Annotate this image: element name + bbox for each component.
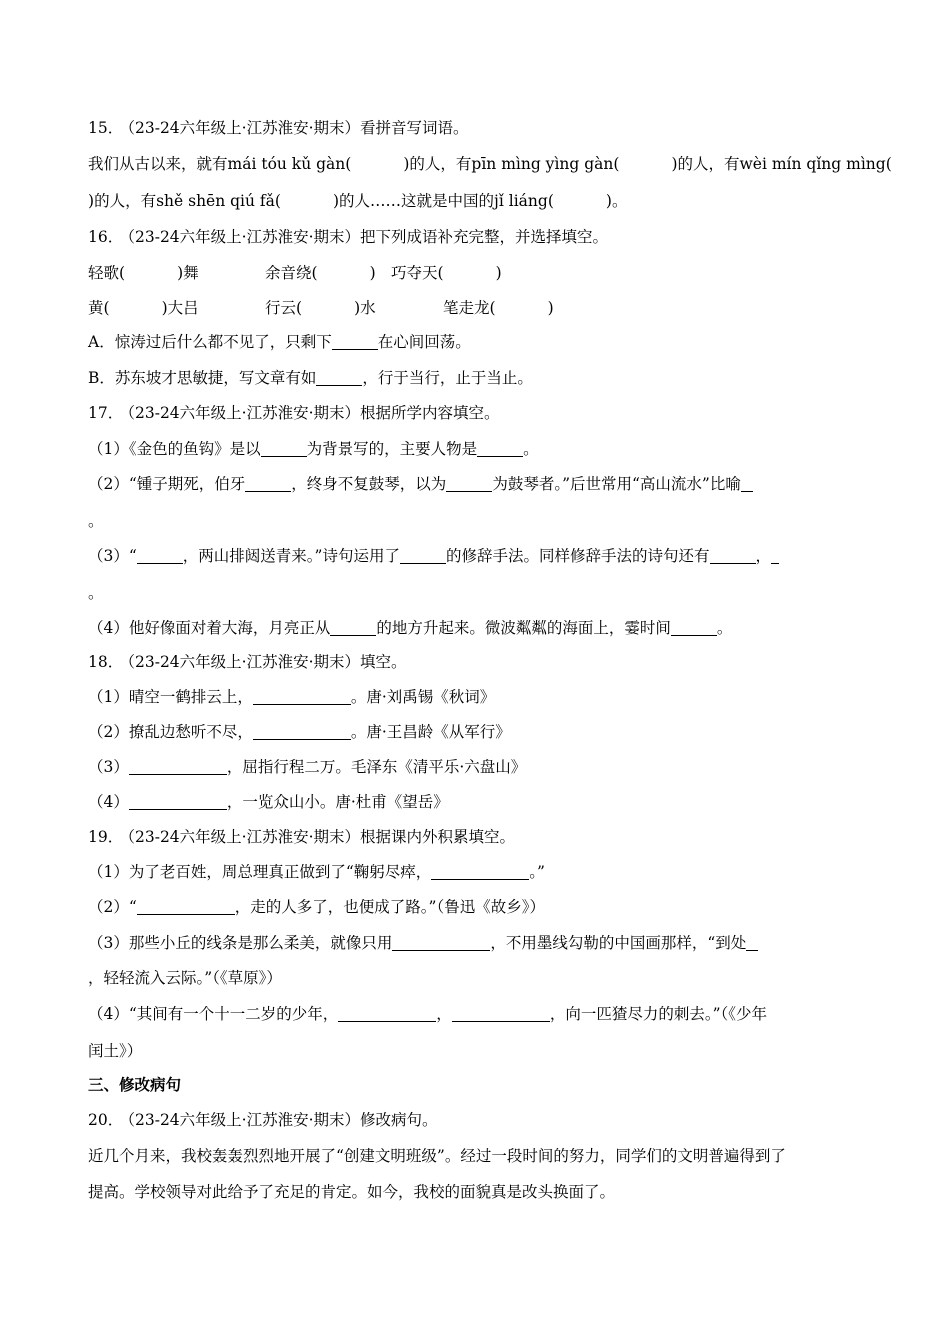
- q19-item-2: （2）“ ，走的人多了，也便成了路。”（鲁迅《故乡》）: [88, 898, 545, 916]
- q18-heading: [88, 651, 870, 673]
- answer-blank[interactable]: [332, 333, 378, 350]
- q15-line-1: 我们从古以来，就有mái tóu kǔ gàn( )的人，有pīn mìng yìng gàn( )的人，有wèi mín qǐng mìng(: [88, 155, 892, 173]
- question-source: （23-24六年级上·江苏淮安·期末）把下列成语补充完整，并选择填空。: [127, 228, 609, 246]
- answer-blank[interactable]: [392, 934, 490, 951]
- question-source: （23-24六年级上·江苏淮安·期末）修改病句。: [127, 1111, 438, 1129]
- q17-item-1: （1）《金色的鱼钩》是以 为背景写的，主要人物是 。: [88, 440, 539, 458]
- pinyin-3: wèi mín qǐng mìng: [739, 155, 886, 173]
- answer-blank[interactable]: [330, 619, 376, 636]
- q18-item-2: （2）撩乱边愁听不尽， 。唐·王昌龄《从军行》: [88, 723, 511, 741]
- answer-blank[interactable]: [446, 475, 492, 492]
- answer-blank[interactable]: [431, 863, 529, 880]
- answer-blank[interactable]: [671, 619, 717, 636]
- q17-heading: [88, 402, 870, 424]
- q19-item-4: （4）“其间有一个十一二岁的少年， ， ，向一匹猹尽力的刺去。”（《少年: [88, 1005, 767, 1023]
- answer-blank[interactable]: [710, 547, 756, 564]
- question-source: （23-24六年级上·江苏淮安·期末）填空。: [127, 653, 407, 671]
- answer-blank[interactable]: [253, 723, 351, 740]
- question-number: 17．: [88, 404, 124, 422]
- q18-item-3: （3） ，屈指行程二万。毛泽东《清平乐·六盘山》: [88, 758, 527, 776]
- pinyin-1: mái tóu kǔ gàn: [227, 155, 346, 173]
- q16-option-a: A．惊涛过后什么都不见了，只剩下 在心间回荡。: [88, 333, 471, 351]
- q17-item-3-end: 。: [88, 584, 104, 602]
- answer-blank[interactable]: [477, 440, 523, 457]
- answer-blank[interactable]: [245, 475, 291, 492]
- idiom-2: 余音绕( ): [265, 264, 376, 282]
- pinyin-5: jǐ liáng: [494, 192, 548, 210]
- q19-heading: [88, 826, 870, 848]
- q17-item-4: （4）他好像面对着大海，月亮正从 的地方升起来。微波粼粼的海面上，霎时间 。: [88, 619, 733, 637]
- q16-option-b: B．苏东坡才思敏捷，写文章有如 ，行于当行，止于当止。: [88, 369, 533, 387]
- q18-item-1: （1）晴空一鹤排云上， 。唐·刘禹锡《秋词》: [88, 688, 496, 706]
- idiom-3: 巧夺天( ): [391, 264, 502, 282]
- question-source: （23-24六年级上·江苏淮安·期末）根据所学内容填空。: [127, 404, 500, 422]
- q20-paragraph-line-1: 近几个月来，我校轰轰烈烈地开展了“创建文明班级”。经过一段时间的努力，同学们的文明普遍得到了: [88, 1147, 786, 1165]
- idiom-4: 黄( )大吕: [88, 299, 199, 317]
- q19-item-1: （1）为了老百姓，周总理真正做到了“鞠躬尽瘁， 。”: [88, 863, 545, 881]
- answer-blank[interactable]: [253, 688, 351, 705]
- answer-blank[interactable]: [741, 475, 753, 492]
- answer-blank[interactable]: [137, 547, 183, 564]
- q15-heading: [88, 117, 870, 139]
- answer-blank[interactable]: [261, 440, 307, 457]
- answer-blank[interactable]: [452, 1005, 550, 1022]
- idiom-5: 行云( )水: [265, 299, 376, 317]
- answer-blank[interactable]: [316, 369, 362, 386]
- q17-item-3: （3）“ ，两山排闼送青来。”诗句运用了 的修辞手法。同样修辞手法的诗句还有 ，: [88, 545, 870, 567]
- question-number: 18．: [88, 653, 124, 671]
- q17-item-2-end: 。: [88, 512, 104, 530]
- answer-blank[interactable]: [400, 547, 446, 564]
- question-number: 15．: [88, 119, 124, 137]
- answer-blank[interactable]: [338, 1005, 436, 1022]
- answer-blank[interactable]: [129, 793, 227, 810]
- q19-item-3: （3）那些小丘的线条是那么柔美，就像只用 ，不用墨线勾勒的中国画那样，“到处: [88, 932, 870, 954]
- answer-blank[interactable]: [129, 758, 227, 775]
- question-number: 16．: [88, 228, 124, 246]
- question-source: （23-24六年级上·江苏淮安·期末）根据课内外积累填空。: [127, 828, 516, 846]
- section-title: 三、修改病句: [88, 1076, 182, 1094]
- idiom-6: 笔走龙( ): [443, 299, 554, 317]
- q16-heading: [88, 226, 870, 248]
- q18-item-4: （4） ，一览众山小。唐·杜甫《望岳》: [88, 793, 449, 811]
- question-number: 20．: [88, 1111, 124, 1129]
- q20-paragraph-line-2: 提高。学校领导对此给予了充足的肯定。如今，我校的面貌真是改头换面了。: [88, 1183, 616, 1201]
- idiom-1: 轻歌( )舞: [88, 264, 199, 282]
- answer-blank[interactable]: [746, 934, 758, 951]
- pinyin-2: pīn mìng yìng gàn: [471, 155, 614, 173]
- question-number: 19．: [88, 828, 124, 846]
- question-source: （23-24六年级上·江苏淮安·期末）看拼音写词语。: [127, 119, 469, 137]
- q20-heading: [88, 1109, 870, 1131]
- q19-item-3-end: ，轻轻流入云际。”（《草原》）: [88, 969, 282, 987]
- q19-item-4-end: 闰土》）: [88, 1042, 143, 1060]
- answer-blank[interactable]: [137, 898, 235, 915]
- answer-blank[interactable]: [771, 547, 779, 564]
- pinyin-4: shě shēn qiú fǎ: [156, 192, 275, 210]
- q17-item-2: （2）“锺子期死，伯牙 ，终身不复鼓琴，以为 为鼓琴者。”后世常用“高山流水”比喻: [88, 473, 870, 495]
- q15-line-2: )的人，有shě shēn qiú fǎ( )的人……这就是中国的jǐ liáng( )。: [88, 192, 628, 210]
